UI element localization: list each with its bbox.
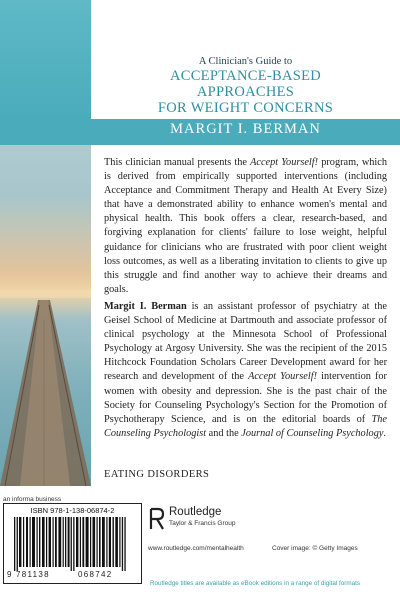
series-line: A Clinician's Guide to (198, 56, 293, 67)
isbn-text: ISBN 978-1-138-06874-2 (30, 506, 115, 515)
title-line-1: ACCEPTANCE-BASED (169, 68, 322, 84)
image-credit: Cover image: © Getty Images (272, 545, 358, 552)
bio-author-name: Margit I. Berman (104, 301, 187, 312)
barcode-digit-first: 9 (7, 570, 12, 579)
title-line-2: APPROACHES (196, 84, 295, 100)
bio-program-name: Accept Yourself! (248, 371, 317, 383)
author-name: MARGIT I. BERMAN (170, 121, 321, 137)
bio-text-3: and the (206, 427, 242, 439)
book-title (91, 68, 400, 116)
routledge-logo-icon (148, 507, 166, 531)
barcode-image (8, 517, 137, 571)
bio-text-2: intervention for women with obesity and depression. She is the past chair of the Society for Counseling Psychology's Section for the Promotion of Psychotherapy Science, and is on the editorial boards of (104, 371, 387, 425)
bio-journal-1: The Counseling Psychologist (104, 413, 387, 439)
blurb-text-1: This clinician manual presents the (104, 157, 251, 168)
book-description (104, 156, 387, 297)
header-teal-block (0, 0, 91, 120)
blurb-text-2: program, which is derived from empirically supported interventions (including Acceptance and Commitment Therapy and Health At Every Size) that have a demonstrated ability to enhance women's mental and physical health. This book offers a clear, research-based, and forgiving explanation for clients' failure to lose weight, helpful guidance for clinicians who are frustrated with poor client weight loss outcomes, as well as a liberating invitation to clients to give up this struggle and find another way to achieve their dreams and goals. (104, 157, 387, 295)
publisher-subtitle: Taylor & Francis Group (169, 520, 236, 527)
subject-category: EATING DISORDERS (104, 469, 210, 480)
publisher-name: Routledge (169, 506, 222, 518)
author-band-left (0, 119, 91, 145)
barcode-digits-left: 781138 (16, 570, 50, 579)
bio-journal-2: Journal of Counseling Psychology (241, 427, 384, 439)
ebook-note: Routledge titles are available as eBook editions in a range of digital formats (150, 580, 361, 587)
program-name: Accept Yourself! (250, 157, 319, 168)
bio-text-4: . (383, 427, 386, 439)
bio-text-1: is an assistant professor of psychiatry at the Geisel School of Medicine at Dartmouth and associate professor of clinical psychology at the Minnesota School of Professional Psychology at Argosy University. She was the recipient of the 2015 Hitchcock Foundation Scholars Career Development award for her research and development of the (104, 301, 387, 383)
author-bio (104, 300, 387, 441)
barcode-digits-right: 068742 (78, 570, 113, 579)
title-line-3: FOR WEIGHT CONCERNS (157, 100, 334, 116)
barcode-box (3, 503, 142, 584)
publisher-url: www.routledge.com/mentalhealth (148, 545, 244, 552)
informa-note: an informa business (3, 496, 62, 503)
